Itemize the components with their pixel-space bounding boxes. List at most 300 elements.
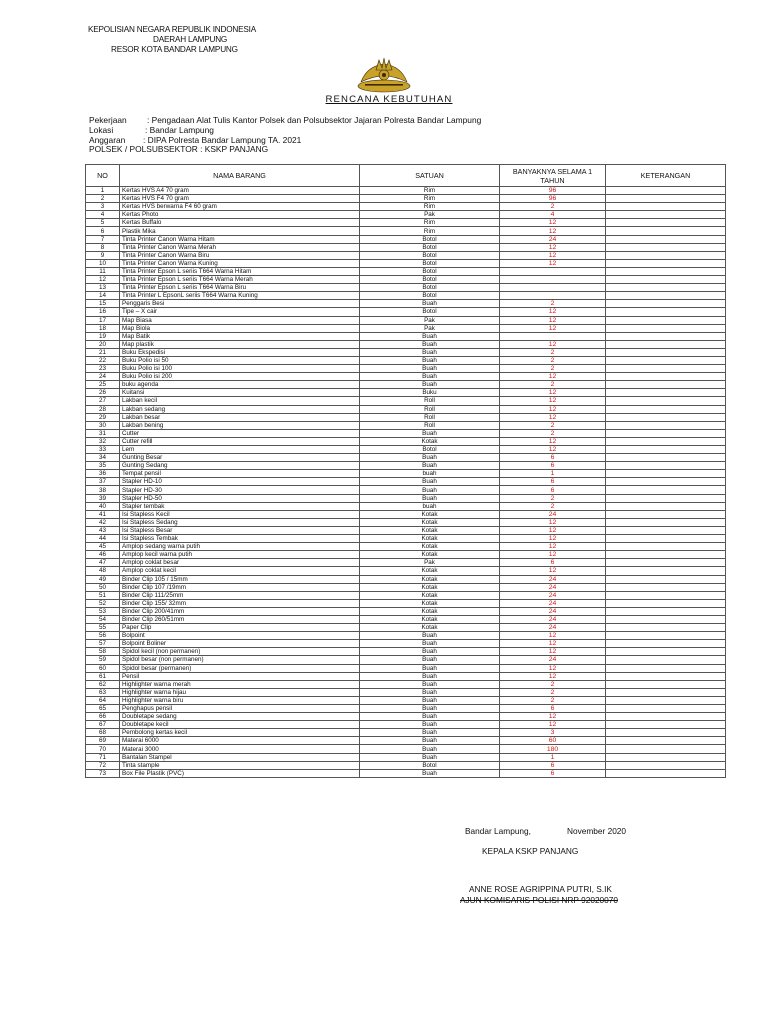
table-row [86, 591, 726, 599]
cell-banyaknya: 24 [500, 583, 606, 591]
table-row [86, 421, 726, 429]
cell-banyaknya: 2 [500, 502, 606, 510]
cell-no: 8 [86, 243, 120, 251]
cell-keterangan [606, 454, 726, 462]
table-row [86, 664, 726, 672]
cell-nama-barang: Tinta Printer Canon Warna Biru [120, 251, 360, 259]
cell-nama-barang: Doubletape sedang [120, 713, 360, 721]
cell-banyaknya: 12 [500, 308, 606, 316]
cell-nama-barang: Pensil [120, 672, 360, 680]
cell-no: 3 [86, 203, 120, 211]
org-name-line2: DAERAH LAMPUNG [153, 35, 228, 44]
cell-banyaknya: 24 [500, 599, 606, 607]
cell-no: 34 [86, 454, 120, 462]
cell-no: 67 [86, 721, 120, 729]
cell-banyaknya: 2 [500, 696, 606, 704]
cell-satuan: Buah [360, 381, 500, 389]
table-row [86, 405, 726, 413]
cell-satuan: Kotak [360, 437, 500, 445]
cell-satuan: Botol [360, 251, 500, 259]
cell-nama-barang: Amplop coklat kecil [120, 567, 360, 575]
cell-satuan: Buah [360, 656, 500, 664]
cell-no: 22 [86, 356, 120, 364]
cell-satuan: Pak [360, 559, 500, 567]
cell-keterangan [606, 219, 726, 227]
cell-keterangan [606, 259, 726, 267]
table-row [86, 688, 726, 696]
cell-nama-barang: Highlighter warna hijau [120, 688, 360, 696]
cell-banyaknya [500, 276, 606, 284]
table-row [86, 373, 726, 381]
table-row [86, 284, 726, 292]
cell-no: 26 [86, 389, 120, 397]
cell-no: 15 [86, 300, 120, 308]
cell-keterangan [606, 737, 726, 745]
cell-keterangan [606, 753, 726, 761]
cell-keterangan [606, 510, 726, 518]
header-nama-barang: NAMA BARANG [120, 165, 360, 187]
table-row [86, 761, 726, 769]
cell-keterangan [606, 300, 726, 308]
table-row [86, 454, 726, 462]
table-row [86, 356, 726, 364]
cell-nama-barang: Buku Ekspedisi [120, 348, 360, 356]
cell-satuan: Rim [360, 187, 500, 195]
cell-nama-barang: Isi Stapless Tembak [120, 535, 360, 543]
meta-value: : Bandar Lampung [145, 125, 214, 135]
meta-label: Pekerjaan [89, 115, 127, 125]
cell-nama-barang: buku agenda [120, 381, 360, 389]
cell-satuan: Botol [360, 292, 500, 300]
cell-keterangan [606, 437, 726, 445]
cell-no: 45 [86, 543, 120, 551]
cell-no: 27 [86, 397, 120, 405]
table-row [86, 381, 726, 389]
cell-no: 42 [86, 518, 120, 526]
cell-satuan: Kotak [360, 551, 500, 559]
cell-satuan: Buku [360, 389, 500, 397]
cell-banyaknya: 12 [500, 526, 606, 534]
cell-no: 20 [86, 340, 120, 348]
header-keterangan: KETERANGAN [606, 165, 726, 187]
table-row [86, 219, 726, 227]
cell-no: 48 [86, 567, 120, 575]
cell-banyaknya: 12 [500, 543, 606, 551]
signatory-name: ANNE ROSE AGRIPPINA PUTRI, S.IK [469, 884, 612, 894]
cell-keterangan [606, 672, 726, 680]
cell-keterangan [606, 446, 726, 454]
table-row [86, 526, 726, 534]
cell-keterangan [606, 478, 726, 486]
cell-satuan: Buah [360, 737, 500, 745]
cell-satuan: Pak [360, 324, 500, 332]
cell-satuan: Buah [360, 713, 500, 721]
cell-no: 21 [86, 348, 120, 356]
cell-keterangan [606, 397, 726, 405]
table-row [86, 316, 726, 324]
cell-nama-barang: Spidol kecil (non permanen) [120, 648, 360, 656]
cell-nama-barang: Tinta Printer Epson L seriis T664 Warna Hitam [120, 267, 360, 275]
cell-keterangan [606, 187, 726, 195]
table-row [86, 551, 726, 559]
cell-keterangan [606, 680, 726, 688]
table-row [86, 753, 726, 761]
cell-satuan: Roll [360, 421, 500, 429]
cell-satuan: Kotak [360, 510, 500, 518]
table-row [86, 413, 726, 421]
cell-nama-barang: Kertas HVS A4 70 gram [120, 187, 360, 195]
cell-banyaknya: 180 [500, 745, 606, 753]
cell-keterangan [606, 705, 726, 713]
cell-keterangan [606, 235, 726, 243]
table-row [86, 211, 726, 219]
cell-satuan: Rim [360, 227, 500, 235]
cell-banyaknya: 12 [500, 672, 606, 680]
cell-banyaknya: 12 [500, 535, 606, 543]
cell-banyaknya: 12 [500, 518, 606, 526]
cell-no: 6 [86, 227, 120, 235]
org-name-line3: RESOR KOTA BANDAR LAMPUNG [111, 45, 238, 54]
table-row [86, 567, 726, 575]
cell-keterangan [606, 356, 726, 364]
table-row [86, 470, 726, 478]
table-row [86, 365, 726, 373]
cell-no: 64 [86, 696, 120, 704]
cell-keterangan [606, 284, 726, 292]
cell-nama-barang: Map Biola [120, 324, 360, 332]
table-row [86, 607, 726, 615]
cell-satuan: Kotak [360, 575, 500, 583]
cell-nama-barang: Gunting Sedang [120, 462, 360, 470]
cell-nama-barang: Lem [120, 446, 360, 454]
table-row [86, 187, 726, 195]
cell-keterangan [606, 373, 726, 381]
cell-keterangan [606, 405, 726, 413]
cell-banyaknya [500, 332, 606, 340]
cell-no: 33 [86, 446, 120, 454]
cell-nama-barang: Kertas HVS F4 70 gram [120, 195, 360, 203]
cell-keterangan [606, 365, 726, 373]
table-row [86, 308, 726, 316]
table-row [86, 713, 726, 721]
cell-no: 1 [86, 187, 120, 195]
table-row [86, 203, 726, 211]
cell-satuan: Kotak [360, 567, 500, 575]
table-row [86, 478, 726, 486]
table-row [86, 648, 726, 656]
table-row [86, 518, 726, 526]
police-emblem-icon [355, 56, 413, 94]
cell-nama-barang: Bolpoint [120, 632, 360, 640]
table-row [86, 276, 726, 284]
cell-nama-barang: Tinta Printer L EpsonL seriis T664 Warna Kuning [120, 292, 360, 300]
cell-nama-barang: Box File Plastik (PVC) [120, 769, 360, 777]
cell-no: 69 [86, 737, 120, 745]
cell-banyaknya: 12 [500, 632, 606, 640]
cell-nama-barang: Kuitansi [120, 389, 360, 397]
cell-banyaknya: 6 [500, 769, 606, 777]
cell-banyaknya: 12 [500, 243, 606, 251]
cell-no: 57 [86, 640, 120, 648]
cell-banyaknya: 12 [500, 721, 606, 729]
cell-satuan: Buah [360, 462, 500, 470]
signature-date: November 2020 [567, 826, 627, 836]
cell-banyaknya: 12 [500, 316, 606, 324]
cell-no: 18 [86, 324, 120, 332]
document-title: RENCANA KEBUTUHAN [325, 94, 453, 105]
cell-satuan: Buah [360, 705, 500, 713]
cell-satuan: Buah [360, 753, 500, 761]
cell-banyaknya: 12 [500, 551, 606, 559]
cell-no: 60 [86, 664, 120, 672]
cell-banyaknya: 12 [500, 373, 606, 381]
cell-banyaknya: 2 [500, 381, 606, 389]
table-row [86, 583, 726, 591]
cell-no: 10 [86, 259, 120, 267]
cell-no: 53 [86, 607, 120, 615]
table-header-row [86, 165, 726, 187]
cell-banyaknya: 12 [500, 567, 606, 575]
cell-nama-barang: Stapler HD-10 [120, 478, 360, 486]
cell-banyaknya: 96 [500, 195, 606, 203]
cell-banyaknya [500, 284, 606, 292]
table-row [86, 745, 726, 753]
table-row [86, 696, 726, 704]
table-row [86, 624, 726, 632]
table-row [86, 672, 726, 680]
table-row [86, 721, 726, 729]
cell-no: 37 [86, 478, 120, 486]
cell-banyaknya: 4 [500, 211, 606, 219]
cell-satuan: Buah [360, 300, 500, 308]
table-row [86, 705, 726, 713]
cell-satuan: Botol [360, 284, 500, 292]
cell-banyaknya: 2 [500, 680, 606, 688]
cell-no: 13 [86, 284, 120, 292]
meta-polsek-text: POLSEK / POLSUBSEKTOR : KSKP PANJANG [89, 144, 269, 154]
cell-keterangan [606, 632, 726, 640]
cell-satuan: Buah [360, 373, 500, 381]
cell-no: 19 [86, 332, 120, 340]
meta-value: : DIPA Polresta Bandar Lampung TA. 2021 [143, 135, 302, 145]
cell-banyaknya: 12 [500, 413, 606, 421]
cell-keterangan [606, 575, 726, 583]
cell-banyaknya: 12 [500, 219, 606, 227]
cell-keterangan [606, 696, 726, 704]
cell-nama-barang: Highlighter warna merah [120, 680, 360, 688]
cell-satuan: Pak [360, 316, 500, 324]
cell-nama-barang: Highlighter warna biru [120, 696, 360, 704]
cell-no: 73 [86, 769, 120, 777]
cell-banyaknya: 12 [500, 437, 606, 445]
cell-satuan: Kotak [360, 607, 500, 615]
table-row [86, 437, 726, 445]
cell-keterangan [606, 688, 726, 696]
cell-satuan: Buah [360, 486, 500, 494]
cell-banyaknya: 6 [500, 705, 606, 713]
cell-banyaknya: 1 [500, 470, 606, 478]
cell-nama-barang: Buku Polio isi 50 [120, 356, 360, 364]
cell-keterangan [606, 195, 726, 203]
cell-banyaknya: 2 [500, 203, 606, 211]
table-row [86, 656, 726, 664]
cell-keterangan [606, 421, 726, 429]
cell-satuan: Buah [360, 648, 500, 656]
cell-banyaknya: 12 [500, 713, 606, 721]
cell-banyaknya: 6 [500, 761, 606, 769]
cell-satuan: Buah [360, 721, 500, 729]
cell-keterangan [606, 429, 726, 437]
cell-keterangan [606, 599, 726, 607]
cell-keterangan [606, 648, 726, 656]
cell-no: 44 [86, 535, 120, 543]
cell-satuan: Buah [360, 340, 500, 348]
cell-banyaknya: 24 [500, 510, 606, 518]
cell-banyaknya: 24 [500, 235, 606, 243]
cell-no: 12 [86, 276, 120, 284]
cell-banyaknya: 3 [500, 729, 606, 737]
cell-nama-barang: Lakban sedang [120, 405, 360, 413]
cell-keterangan [606, 664, 726, 672]
cell-satuan: buah [360, 502, 500, 510]
cell-keterangan [606, 656, 726, 664]
cell-nama-barang: Kertas HVS berwarna F4 60 gram [120, 203, 360, 211]
cell-keterangan [606, 227, 726, 235]
cell-satuan: Kotak [360, 583, 500, 591]
cell-no: 70 [86, 745, 120, 753]
cell-nama-barang: Isi Stapless Kecil [120, 510, 360, 518]
table-row [86, 632, 726, 640]
table-row [86, 640, 726, 648]
signatory-rank: AJUN KOMISARIS POLISI NRP 92020070 [460, 895, 619, 905]
cell-banyaknya: 12 [500, 251, 606, 259]
table-row [86, 575, 726, 583]
cell-no: 63 [86, 688, 120, 696]
cell-no: 2 [86, 195, 120, 203]
cell-keterangan [606, 607, 726, 615]
cell-keterangan [606, 721, 726, 729]
cell-satuan: Buah [360, 429, 500, 437]
cell-nama-barang: Binder Clip 107 /19mm [120, 583, 360, 591]
table-row [86, 324, 726, 332]
cell-keterangan [606, 243, 726, 251]
cell-no: 29 [86, 413, 120, 421]
cell-nama-barang: Tinta Printer Canon Warna Kuning [120, 259, 360, 267]
meta-value: : Pengadaan Alat Tulis Kantor Polsek dan Polsubsektor Jajaran Polresta Bandar Lampung [147, 115, 482, 125]
cell-nama-barang: Amplop kecil warna putih [120, 551, 360, 559]
cell-no: 68 [86, 729, 120, 737]
table-row [86, 729, 726, 737]
cell-banyaknya: 2 [500, 429, 606, 437]
cell-keterangan [606, 745, 726, 753]
cell-keterangan [606, 526, 726, 534]
cell-nama-barang: Isi Stapless Sedang [120, 518, 360, 526]
cell-keterangan [606, 502, 726, 510]
cell-nama-barang: Lakban besar [120, 413, 360, 421]
cell-no: 71 [86, 753, 120, 761]
table-row [86, 348, 726, 356]
table-row [86, 292, 726, 300]
cell-keterangan [606, 340, 726, 348]
cell-banyaknya: 12 [500, 340, 606, 348]
cell-banyaknya: 24 [500, 615, 606, 623]
cell-no: 14 [86, 292, 120, 300]
table-row [86, 737, 726, 745]
cell-satuan: Buah [360, 672, 500, 680]
cell-satuan: Buah [360, 348, 500, 356]
cell-satuan: Botol [360, 267, 500, 275]
cell-keterangan [606, 713, 726, 721]
cell-no: 51 [86, 591, 120, 599]
cell-satuan: Buah [360, 332, 500, 340]
table-row [86, 300, 726, 308]
cell-keterangan [606, 769, 726, 777]
cell-no: 47 [86, 559, 120, 567]
cell-no: 65 [86, 705, 120, 713]
cell-nama-barang: Map plastik [120, 340, 360, 348]
cell-banyaknya: 6 [500, 462, 606, 470]
cell-keterangan [606, 551, 726, 559]
cell-no: 55 [86, 624, 120, 632]
cell-nama-barang: Bantalan Stampel [120, 753, 360, 761]
table-row [86, 332, 726, 340]
header-banyaknya: BANYAKNYA SELAMA 1 TAHUN [500, 165, 606, 187]
cell-keterangan [606, 591, 726, 599]
header-no: NO [86, 165, 120, 187]
table-row [86, 559, 726, 567]
cell-nama-barang: Spidol besar (permanen) [120, 664, 360, 672]
cell-nama-barang: Penggaris Besi [120, 300, 360, 308]
cell-satuan: Kotak [360, 599, 500, 607]
cell-banyaknya [500, 292, 606, 300]
cell-satuan: Rim [360, 195, 500, 203]
cell-no: 41 [86, 510, 120, 518]
table-row [86, 429, 726, 437]
cell-keterangan [606, 583, 726, 591]
cell-banyaknya: 6 [500, 454, 606, 462]
cell-banyaknya: 12 [500, 405, 606, 413]
cell-keterangan [606, 624, 726, 632]
cell-banyaknya: 24 [500, 656, 606, 664]
cell-banyaknya: 2 [500, 494, 606, 502]
cell-keterangan [606, 324, 726, 332]
signature-role: KEPALA KSKP PANJANG [482, 846, 579, 856]
cell-nama-barang: Stapler HD-30 [120, 486, 360, 494]
cell-no: 58 [86, 648, 120, 656]
cell-nama-barang: Tempat pensil [120, 470, 360, 478]
cell-nama-barang: Doubletape kecil [120, 721, 360, 729]
table-row [86, 680, 726, 688]
table-row [86, 462, 726, 470]
cell-keterangan [606, 567, 726, 575]
header-satuan: SATUAN [360, 165, 500, 187]
cell-banyaknya: 12 [500, 648, 606, 656]
cell-banyaknya: 2 [500, 348, 606, 356]
signature-place: Bandar Lampung, [465, 826, 531, 836]
table-row [86, 227, 726, 235]
cell-nama-barang: Materai 3000 [120, 745, 360, 753]
cell-no: 35 [86, 462, 120, 470]
cell-no: 49 [86, 575, 120, 583]
cell-banyaknya: 6 [500, 559, 606, 567]
meta-polsek [89, 144, 569, 155]
cell-banyaknya: 6 [500, 486, 606, 494]
cell-satuan: Roll [360, 405, 500, 413]
cell-nama-barang: Cutter refill [120, 437, 360, 445]
cell-keterangan [606, 559, 726, 567]
cell-satuan: buah [360, 470, 500, 478]
cell-banyaknya: 24 [500, 591, 606, 599]
